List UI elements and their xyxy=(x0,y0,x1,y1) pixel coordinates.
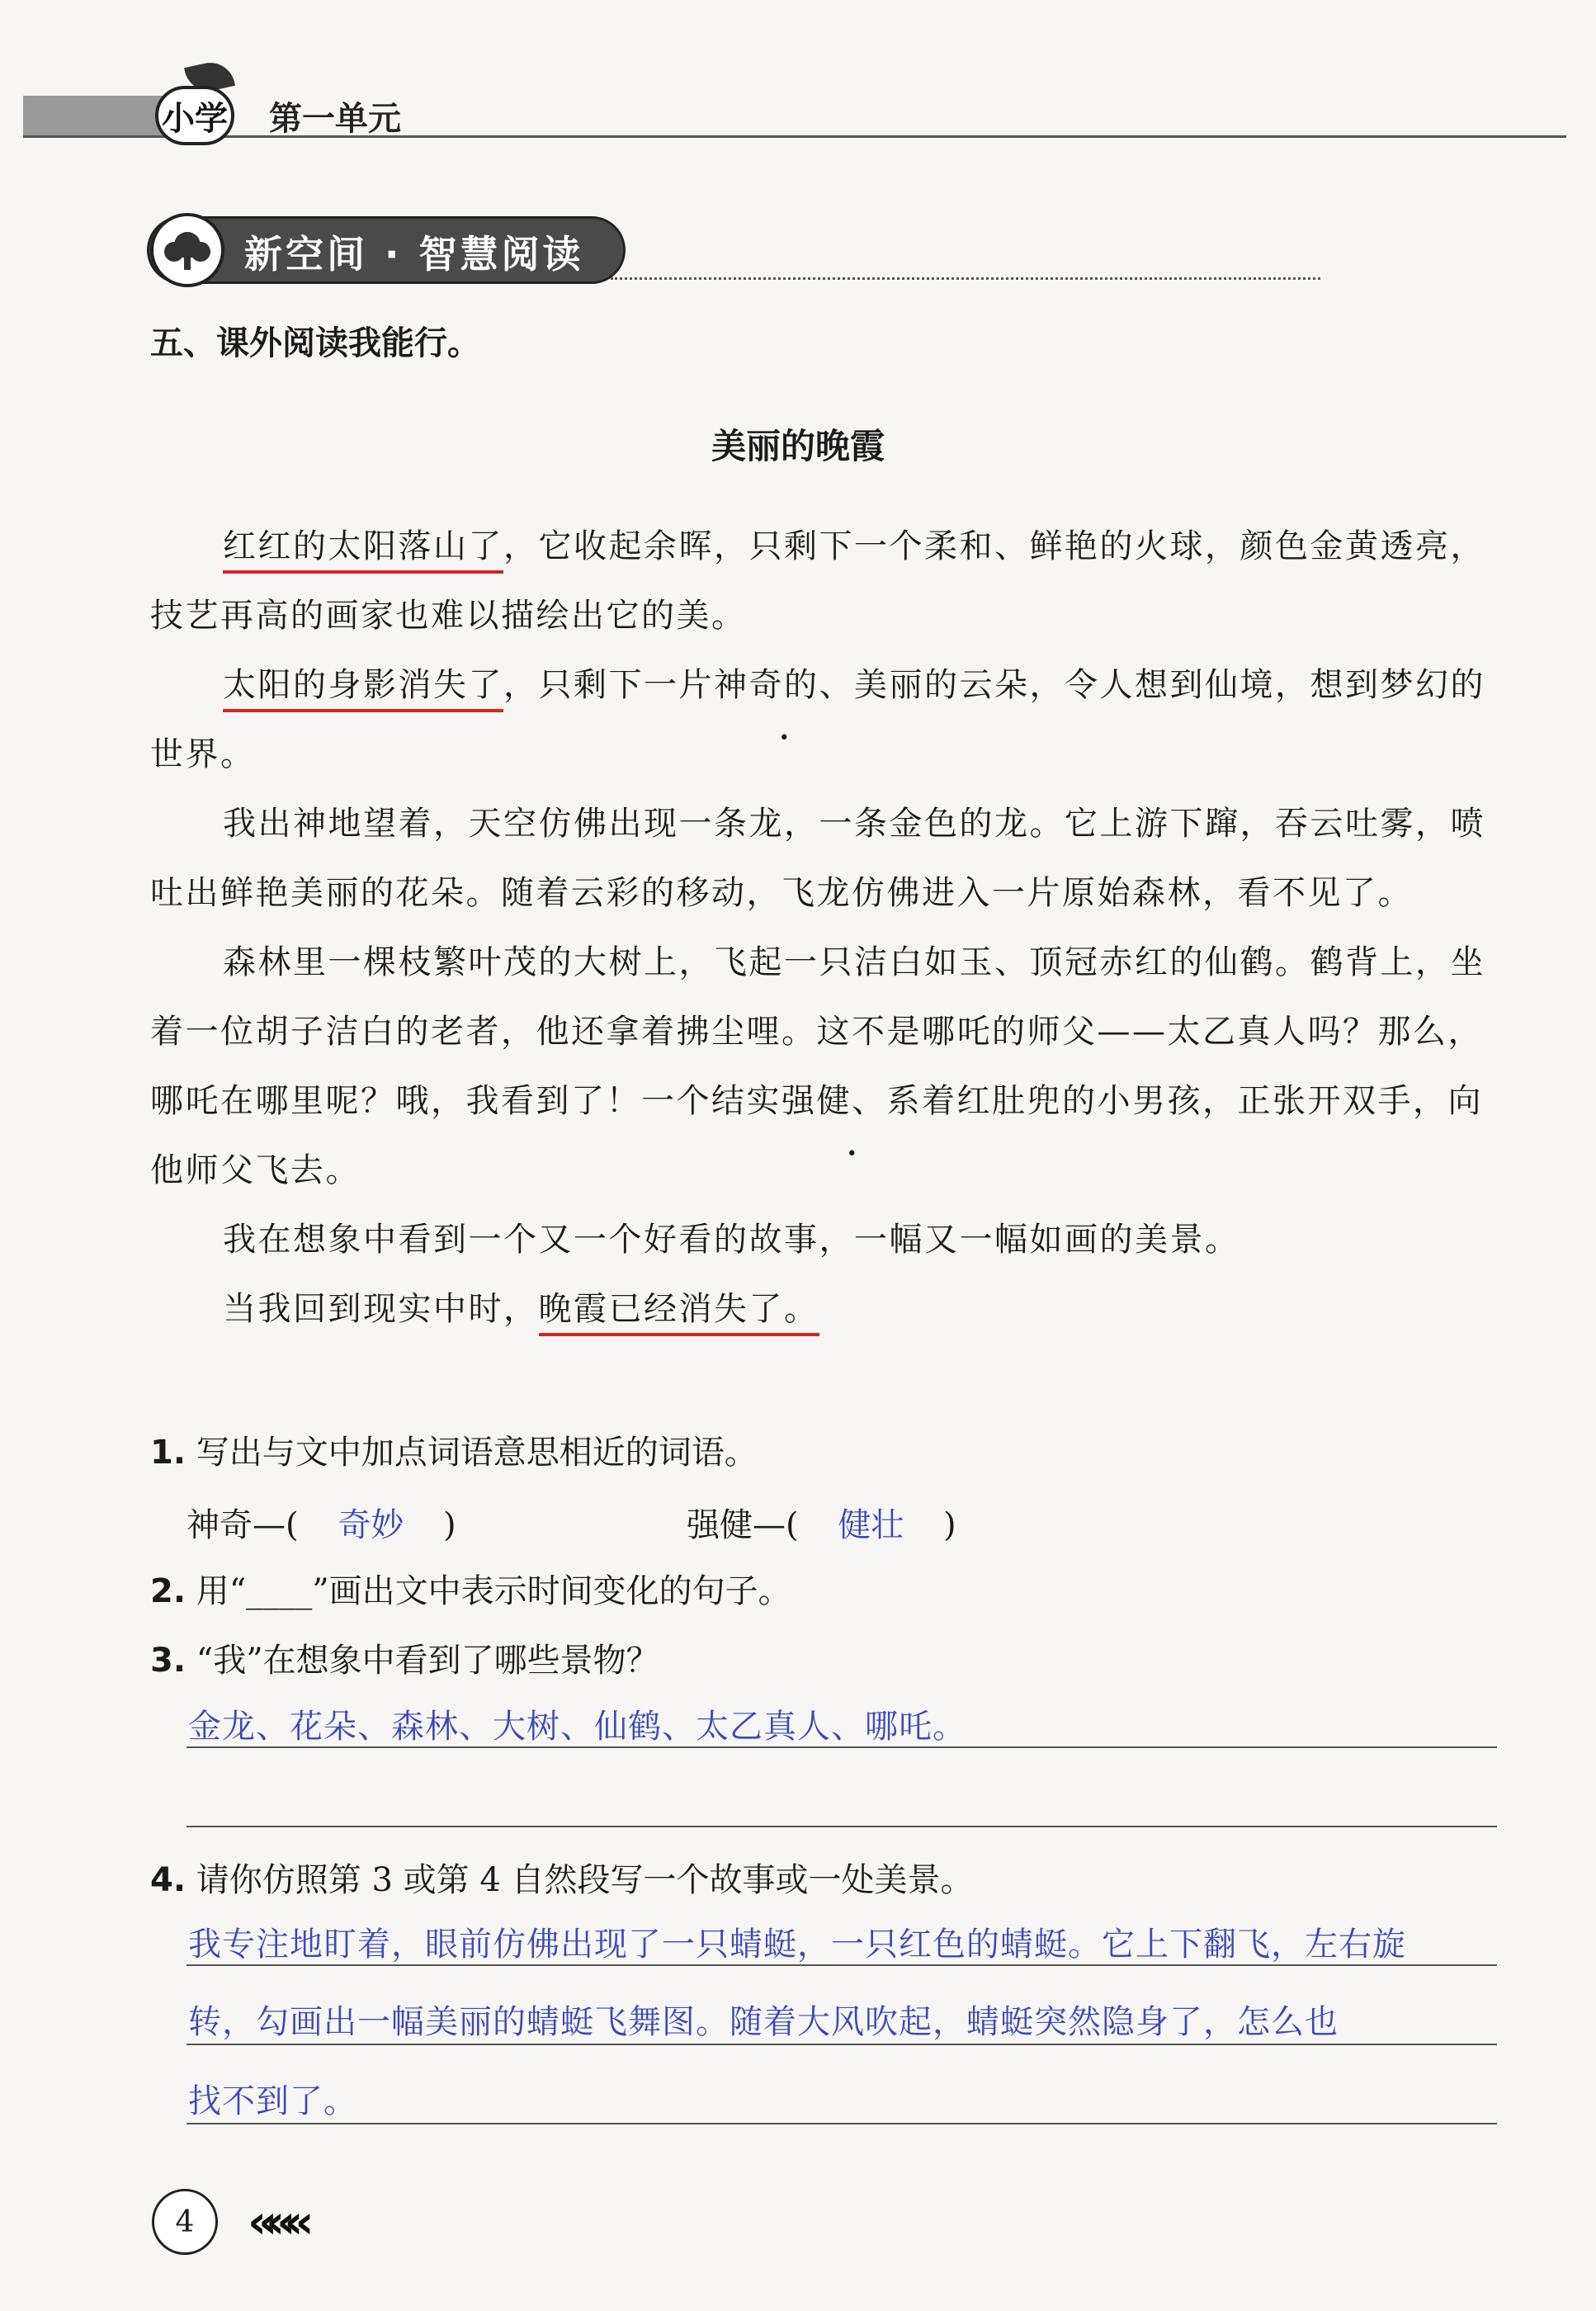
q4-answer-line-2-text[interactable]: 转，勾画出一幅美丽的蜻蜓飞舞图。随着大风吹起，蜻蜓突然隐身了，怎么也 xyxy=(188,2003,1339,2041)
header-rule xyxy=(23,135,1566,138)
paragraph-6-text: 当我回到现实中时， xyxy=(223,1290,539,1328)
dotted-word-qiangjian: 强健 xyxy=(781,1082,852,1120)
q3-answer-line-2 xyxy=(187,1826,1497,1827)
paragraph-6 xyxy=(150,1274,1495,1344)
q1-item-1 xyxy=(187,1499,456,1546)
paragraph-1-text: ，它收起余晖，只剩下一个柔和、鲜艳的火球，颜色金黄透亮，技艺再高的画家也难以描绘出它的美。 xyxy=(150,527,1485,635)
q3-answer-line-1 xyxy=(187,1746,1497,1748)
question-2-number: 2. xyxy=(150,1572,187,1610)
question-2-text: 用“____”画出文中表示时间变化的句子。 xyxy=(196,1572,791,1610)
page-number-text: 4 xyxy=(175,2205,195,2239)
paragraph-4 xyxy=(150,928,1495,1205)
q1-word-2: 强健—( xyxy=(687,1506,799,1544)
q4-answer-line-2 xyxy=(187,2044,1497,2045)
q1-close-2: ) xyxy=(943,1506,956,1544)
passage-body xyxy=(150,512,1495,1344)
q4-answer-line-1-text[interactable]: 我专注地盯着，眼前仿佛出现了一只蜻蜓，一只红色的蜻蜓。它上下翻飞，左右旋 xyxy=(188,1926,1406,1964)
dotted-word-shenqi: 神奇 xyxy=(714,666,784,704)
q1-item-2 xyxy=(687,1499,956,1546)
page-number xyxy=(152,2189,218,2255)
logo-badge xyxy=(155,86,234,145)
question-3 xyxy=(150,1634,659,1681)
question-3-number: 3. xyxy=(150,1642,187,1680)
cloud-icon xyxy=(161,227,214,273)
paragraph-4-text-b: 、系着红肚兜的小男孩，正张开双手，向他师父飞去。 xyxy=(150,1082,1483,1189)
q4-answer-line-3-text[interactable]: 找不到了。 xyxy=(188,2082,357,2120)
paragraph-4-text-a: 森林里一棵枝繁叶茂的大树上，飞起一只洁白如玉、顶冠赤红的仙鹤。鹤背上，坐着一位胡子洁白的老者，他还拿着拂尘哩。这不是哪吒的师父——太乙真人吗？那么，哪吒在哪里呢？哦，我看到了！一个结实 xyxy=(150,943,1485,1120)
question-4 xyxy=(150,1854,974,1901)
banner-icon-holder xyxy=(150,213,224,287)
footer-arrows-icon: ««« xyxy=(248,2195,303,2249)
section-heading: 五、课外阅读我能行。 xyxy=(150,324,480,362)
logo-text: 小学 xyxy=(162,99,228,138)
question-3-text: “我”在想象中看到了哪些景物？ xyxy=(196,1642,659,1680)
q1-close-1: ) xyxy=(443,1506,456,1544)
paragraph-2-text-b: 的、美丽的云朵，令人想到仙境，想到梦幻的世界。 xyxy=(150,666,1485,773)
paragraph-1 xyxy=(150,512,1495,650)
paragraph-2-text-a: ，只剩下一片 xyxy=(503,666,714,704)
question-1 xyxy=(150,1426,758,1473)
question-2 xyxy=(150,1565,791,1612)
paragraph-3: 我出神地望着，天空仿佛出现一条龙，一条金色的龙。它上游下蹿，吞云吐雾，喷吐出鲜艳美丽的花朵。随着云彩的移动，飞龙仿佛进入一片原始森林，看不见了。 xyxy=(150,805,1485,912)
paragraph-2 xyxy=(150,650,1495,789)
q1-answer-1[interactable]: 奇妙 xyxy=(338,1506,404,1544)
q4-answer-line-3 xyxy=(187,2123,1497,2124)
question-1-text: 写出与文中加点词语意思相近的词语。 xyxy=(196,1434,758,1472)
q1-word-1: 神奇—( xyxy=(187,1506,299,1544)
question-4-text: 请你仿照第 3 或第 4 自然段写一个故事或一处美景。 xyxy=(196,1861,974,1899)
dotted-divider xyxy=(611,277,1320,280)
time-sentence-2: 太阳的身影消失了 xyxy=(223,666,503,712)
time-sentence-3: 晚霞已经消失了。 xyxy=(539,1290,819,1336)
time-sentence-1: 红红的太阳落山了 xyxy=(223,527,503,574)
question-4-number: 4. xyxy=(150,1861,187,1899)
banner-title: 新空间 · 智慧阅读 xyxy=(244,232,584,276)
q1-answer-2[interactable]: 健壮 xyxy=(838,1506,904,1544)
question-1-number: 1. xyxy=(150,1434,187,1472)
unit-title: 第一单元 xyxy=(269,100,401,138)
paragraph-5: 我在想象中看到一个又一个好看的故事，一幅又一幅如画的美景。 xyxy=(223,1221,1240,1259)
q4-answer-line-1 xyxy=(187,1964,1497,1966)
passage-title: 美丽的晚霞 xyxy=(711,426,885,466)
q3-answer[interactable]: 金龙、花朵、森林、大树、仙鹤、太乙真人、哪吒。 xyxy=(188,1708,966,1746)
